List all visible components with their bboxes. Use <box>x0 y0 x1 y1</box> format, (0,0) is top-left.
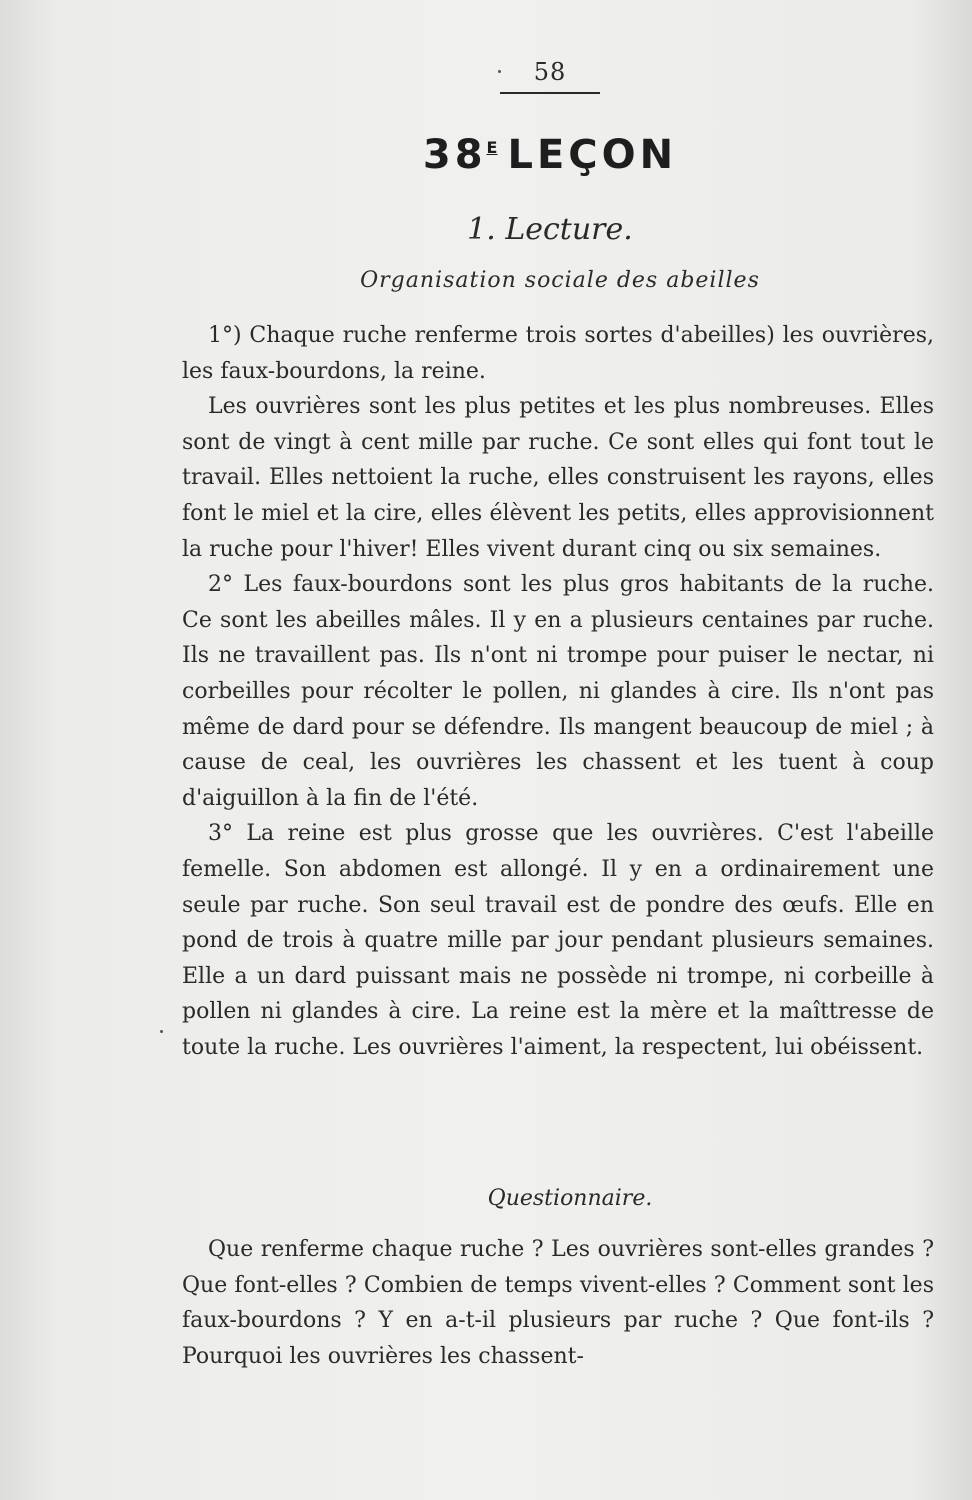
questionnaire-paragraph: Que renferme chaque ruche ? Les ouvrières sont-elles grandes ? Que font-elles ? Combien de temps vivent-elles ? Comment sont les faux-bourdons ? Y en a-t-il plusieurs par ruche ? Que font-ils ? Pourquoi les ouvrières les chassent- <box>182 1237 934 1369</box>
lesson-number: 38 <box>422 132 487 178</box>
page-number-rule <box>500 92 600 94</box>
questionnaire-title: Questionnaire. <box>487 1186 653 1211</box>
paragraph-3: 2° Les faux-bourdons sont les plus gros habitants de la ruche. Ce sont les abeilles mâles. Il y en a plusieurs centaines par ruche. Ils ne travaillent pas. Ils n'ont ni trompe pour puiser le nectar, ni corbeilles pour récolter le pollen, ni glandes à cire. Ils n'ont pas même de dard pour se défendre. Ils mangent beaucoup de miel ; à cause de ceal, les ouvrières les chassent et les tuent à coup d'aiguillon à la fin de l'été. <box>182 572 934 811</box>
paragraph-4: 3° La reine est plus grosse que les ouvrières. C'est l'abeille femelle. Son abdomen est allongé. Il y en a ordinairement une seule par ruche. Son seul travail est de pondre des œufs. Elle en pond de trois à quatre mille par jour pendant plusieurs semaines. Elle a un dard puissant mais ne possède ni trompe, ni corbeille à pollen ni glandes à cire. La reine est la mère et la maîttresse de toute la ruche. Les ouvrières l'aiment, la respectent, lui obéissent. <box>182 821 934 1060</box>
page-number: 58 <box>533 58 567 86</box>
paragraph-2: Les ouvrières sont les plus petites et les plus nombreuses. Elles sont de vingt à cent mille par ruche. Ce sont elles qui font tout le travail. Elles nettoient la ruche, elles construisent les rayons, elles font le miel et la cire, elles élèvent les petits, elles approvisionnent la ruche pour l'hiver! Elles vivent durant cinq ou six semaines. <box>182 394 934 562</box>
lesson-title <box>300 132 800 178</box>
lesson-number-superscript: E <box>486 138 498 157</box>
questionnaire-text <box>182 1232 934 1374</box>
lesson-word: LEÇON <box>507 132 678 178</box>
print-speck <box>160 1030 163 1033</box>
print-speck <box>498 70 501 73</box>
section-title: 1. Lecture. <box>467 212 633 247</box>
paragraph-1: 1°) Chaque ruche renferme trois sortes d'abeilles) les ouvrières, les faux-bourdons, la reine. <box>182 323 934 384</box>
reading-text <box>182 318 934 1065</box>
reading-subtitle: Organisation sociale des abeilles <box>360 268 760 293</box>
